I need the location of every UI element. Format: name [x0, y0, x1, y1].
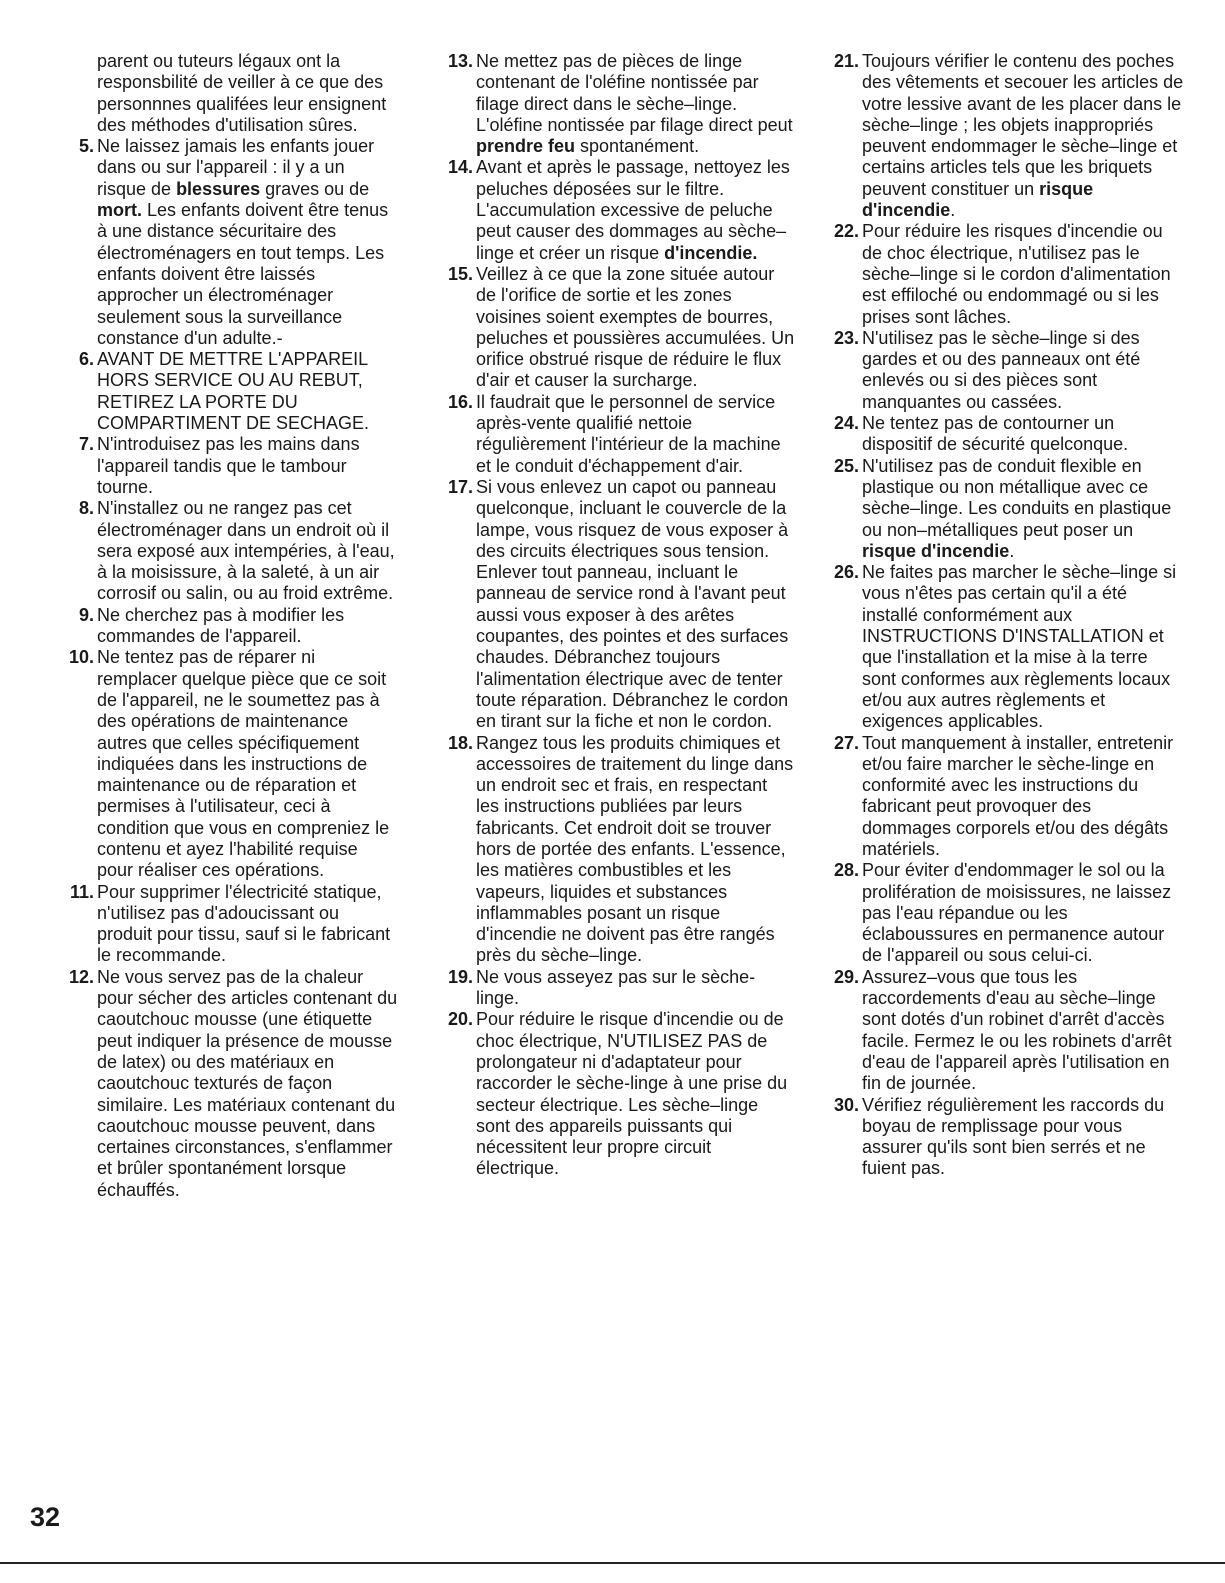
- item-number: 15.: [447, 263, 473, 284]
- item-text: [97, 498, 398, 604]
- item-text: [476, 967, 795, 1010]
- page-number: 32: [30, 1502, 61, 1532]
- item-text: [97, 605, 398, 648]
- list-item: [417, 1009, 795, 1179]
- item-text: [97, 136, 398, 349]
- list-item: [803, 328, 1185, 413]
- list-item: [803, 562, 1185, 732]
- text-run: Ne tentez pas de réparer ni remplacer quelque pièce que ce soit de l'appareil, ne le soumettez pas à des opérations de maintenance autres que celles spécifiquement indiquées dans les instructions de maintenance ou de réparation et permises à l'utilisateur, ceci à condition que vous en compreniez le contenu et ayez l'habilité requise pour réaliser ces opérations.: [97, 647, 390, 881]
- text-run: Toujours vérifier le contenu des poches des vêtements et secouer les articles de votre lessive avant de les placer dans le sèche–linge ; les objets inappropriés peuvent endommager le sèche–linge et certains articles tels que les briquets peuvent constituer un: [862, 51, 1184, 199]
- text-run: Il faudrait que le personnel de service après-vente qualifié nettoie régulièrement l'intérieur de la machine et le conduit d'échappement d'air.: [476, 391, 781, 476]
- list-item: [803, 51, 1185, 221]
- item-number: 20.: [447, 1009, 473, 1030]
- item-number: 22.: [833, 221, 859, 242]
- list-item: [417, 157, 795, 263]
- item-number: 26.: [833, 562, 859, 583]
- list-item: [803, 860, 1185, 966]
- text-run: Veillez à ce que la zone située autour de l'orifice de sortie et les zones voisines soient exemptes de bourres, peluches et poussières accumulées. Un orifice obstrué risque de réduire le flux d'air et causer la surcharge.: [476, 263, 795, 391]
- item-text: [862, 328, 1185, 413]
- column-middle: [417, 51, 795, 1180]
- list-left: [38, 136, 398, 1201]
- item-text: [476, 392, 795, 477]
- item-number: 24.: [833, 413, 859, 434]
- item-text: [97, 882, 398, 967]
- column-right: [803, 51, 1185, 1180]
- emphasis-text: d'incendie.: [664, 242, 758, 263]
- item-text: [862, 1095, 1185, 1180]
- item-text: [476, 733, 795, 967]
- item-number: 29.: [833, 966, 859, 987]
- text-run: N'utilisez pas de conduit flexible en plastique ou non métallique avec ce sèche–linge. Les conduits en plastique ou non–métalliques peut poser un: [862, 455, 1172, 540]
- text-run: Rangez tous les produits chimiques et accessoires de traitement du linge dans un endroit sec et frais, en respectant les instructions publiées par leurs fabricants. Cet endroit doit se trouver hors de portée des enfants. L'essence, les matières combustibles et les vapeurs, liquides et substances inflammables posant un risque d'incendie ne doivent pas être rangés près du sèche–linge.: [476, 732, 794, 966]
- text-run: Ne tentez pas de contourner un dispositif de sécurité quelconque.: [862, 413, 1129, 455]
- item-text: [862, 967, 1185, 1095]
- text-run: N'installez ou ne rangez pas cet électroménager dans un endroit où il sera exposé aux intempéries, à l'eau, à la moisissure, à la saleté, à un air corrosif ou salin, ou au froid extrême.: [97, 498, 395, 604]
- text-run: Ne laissez jamais les enfants jouer dans ou sur l'appareil : il y a un risque de: [97, 136, 375, 199]
- item-text: [862, 413, 1185, 456]
- list-item: [417, 477, 795, 733]
- text-run: Pour réduire les risques d'incendie ou de choc électrique, n'utilisez pas le sèche–linge si le cordon d'alimentation est effiloché ou endommagé ou si les prises sont lâches.: [862, 221, 1171, 327]
- list-item: [38, 647, 398, 881]
- list-item: [803, 1095, 1185, 1180]
- intro-paragraph: parent ou tuteurs légaux ont la responsbilité de veiller à ce que des personnnes qualifées leur ensignent des méthodes d'utilisation sûres.: [97, 51, 387, 135]
- text-run: Avant et après le passage, nettoyez les peluches déposées sur le filtre. L'accumulation excessive de peluche peut causer des dommages au sèche–linge et créer un risque: [476, 157, 790, 263]
- text-run: Ne vous servez pas de la chaleur pour sécher des articles contenant du caoutchouc mousse (une étiquette peut indiquer la présence de mousse de latex) ou des matériaux en caoutchouc texturés de façon similaire. Les matériaux contenant du caoutchouc mousse peuvent, dans certaines circonstances, s'enflammer et brûler spontanément lorsque échauffés.: [97, 966, 398, 1200]
- item-text: [97, 434, 398, 498]
- list-item: [803, 967, 1185, 1095]
- item-number: 11.: [69, 881, 94, 902]
- list-item: [803, 456, 1185, 562]
- item-number: 10.: [68, 647, 94, 668]
- item-text: [862, 733, 1185, 861]
- list-item: [38, 136, 398, 349]
- item-number: 21.: [833, 51, 859, 71]
- text-run: Vérifiez régulièrement les raccords du boyau de remplissage pour vous assurer qu'ils sont bien serrés et ne fuient pas.: [862, 1094, 1165, 1179]
- list-right: [803, 51, 1185, 1180]
- item-text: [97, 647, 398, 881]
- item-number: 12.: [68, 966, 94, 987]
- text-run: AVANT DE METTRE L'APPAREIL HORS SERVICE OU AU REBUT, RETIREZ LA PORTE DU COMPARTIMENT DE SECHAGE.: [97, 349, 370, 434]
- item-number: 5.: [78, 136, 94, 157]
- text-run: Ne cherchez pas à modifier les commandes de l'appareil.: [97, 604, 345, 647]
- item-text: [476, 477, 795, 733]
- text-run: .: [950, 200, 956, 221]
- list-item: [38, 498, 398, 604]
- text-run: N'introduisez pas les mains dans l'appareil tandis que le tambour tourne.: [97, 434, 360, 497]
- item-number: 8.: [78, 498, 94, 519]
- emphasis-text: mort.: [97, 200, 142, 221]
- item-number: 19.: [447, 966, 473, 987]
- item-text: [97, 349, 398, 434]
- emphasis-text: blessures: [176, 178, 261, 199]
- list-item: [417, 392, 795, 477]
- item-text: [862, 221, 1185, 327]
- item-text: [476, 264, 795, 392]
- item-number: 30.: [833, 1094, 859, 1115]
- item-number: 23.: [833, 327, 859, 348]
- column-left: [38, 51, 398, 1201]
- text-run: N'utilisez pas le sèche–linge si des gardes et ou des panneaux ont été enlevés ou si des pièces sont manquantes ou cassées.: [862, 327, 1141, 412]
- emphasis-text: risque d'incendie: [862, 540, 1010, 561]
- item-text: [476, 1009, 795, 1179]
- item-text: [97, 967, 398, 1201]
- list-item: [417, 264, 795, 392]
- list-item: [417, 51, 795, 157]
- list-item: [417, 967, 795, 1010]
- list-item: [417, 733, 795, 967]
- list-item: [38, 349, 398, 434]
- item-text: [476, 157, 795, 263]
- item-number: 13.: [447, 51, 473, 71]
- item-number: 16.: [447, 391, 473, 412]
- item-number: 7.: [78, 434, 94, 455]
- list-item: [803, 221, 1185, 327]
- text-run: Ne vous asseyez pas sur le sèche-linge.: [476, 966, 756, 1009]
- list-item: [803, 733, 1185, 861]
- item-number: 6.: [78, 349, 94, 370]
- text-run: Pour éviter d'endommager le sol ou la prolifération de moisissures, ne laissez pas l'eau répandue ou les éclaboussures en permanence autour de l'appareil ou sous celui-ci.: [862, 860, 1172, 966]
- item-number: 14.: [447, 157, 473, 178]
- list-item: [38, 434, 398, 498]
- list-item: [803, 413, 1185, 456]
- text-run: spontanément.: [575, 136, 700, 157]
- item-number: 25.: [833, 455, 859, 476]
- emphasis-text: risque d'incendie: [862, 178, 1094, 221]
- text-run: Tout manquement à installer, entretenir et/ou faire marcher le sèche-linge en conformité avec les instructions du fabricant peut provoquer des dommages corporels et/ou des dégâts matériels.: [862, 732, 1174, 859]
- emphasis-text: prendre feu: [476, 136, 576, 157]
- item-number: 27.: [833, 732, 859, 753]
- text-run: Pour réduire le risque d'incendie ou de choc électrique, N'UTILISEZ PAS de prolongateur ni d'adaptateur pour raccorder le sèche-linge à une prise du secteur électrique. Les sèche–linge sont des appareils puissants qui nécessitent leur propre circuit électrique.: [476, 1009, 788, 1179]
- list-item: [38, 967, 398, 1201]
- text-run: Si vous enlevez un capot ou panneau quelconque, incluant le couvercle de la lampe, vous risquez de vous exposer à des circuits électriques sous tension. Enlever tout panneau, incluant le panneau de service rond à l'avant peut aussi vous exposer à des arêtes coupantes, des pointes et des surfaces chaudes. Débranchez toujours l'alimentation électrique avec de tenter toute réparation. Débranchez le cordon en tirant sur la fiche et non le cordon.: [476, 476, 789, 732]
- text-run: Ne faites pas marcher le sèche–linge si vous n'êtes pas certain qu'il a été installé conformément aux INSTRUCTIONS D'INSTALLATION et que l'installation et la mise à la terre sont conformes aux règlements locaux et/ou aux autres règlements et exigences applicables.: [862, 562, 1177, 732]
- bottom-rule: [0, 1562, 1225, 1564]
- item-text: [862, 860, 1185, 966]
- text-run: .: [1009, 540, 1015, 561]
- item-text: [862, 456, 1185, 562]
- list-item: [38, 882, 398, 967]
- text-run: Pour supprimer l'électricité statique, n'utilisez pas d'adoucissant ou produit pour tissu, sauf si le fabricant le recommande.: [97, 881, 391, 966]
- list-middle: [417, 51, 795, 1180]
- text-run: graves ou de: [260, 178, 370, 199]
- item-text: [862, 51, 1185, 221]
- text-run: Assurez–vous que tous les raccordements d'eau au sèche–linge sont dotés d'un robinet d'arrêt d'accès facile. Fermez le ou les robinets d'arrêt d'eau de l'appareil après l'utilisation en fin de journée.: [862, 966, 1172, 1094]
- list-item: [38, 605, 398, 648]
- text-run: Les enfants doivent être tenus à une distance sécuritaire des électroménagers en tout temps. Les enfants doivent être laissés approcher un électroménager seulement sous la surveillance constance d'un adulte.-: [97, 200, 389, 348]
- item-number: 17.: [447, 476, 473, 497]
- item-number: 18.: [447, 732, 473, 753]
- item-text: [862, 562, 1185, 732]
- item-text: [476, 51, 795, 157]
- item-number: 9.: [78, 604, 94, 625]
- item-number: 28.: [833, 860, 859, 881]
- text-run: Ne mettez pas de pièces de linge contenant de l'oléfine nontissée par filage direct dans le sèche–linge. L'oléfine nontissée par filage direct peut: [476, 51, 793, 135]
